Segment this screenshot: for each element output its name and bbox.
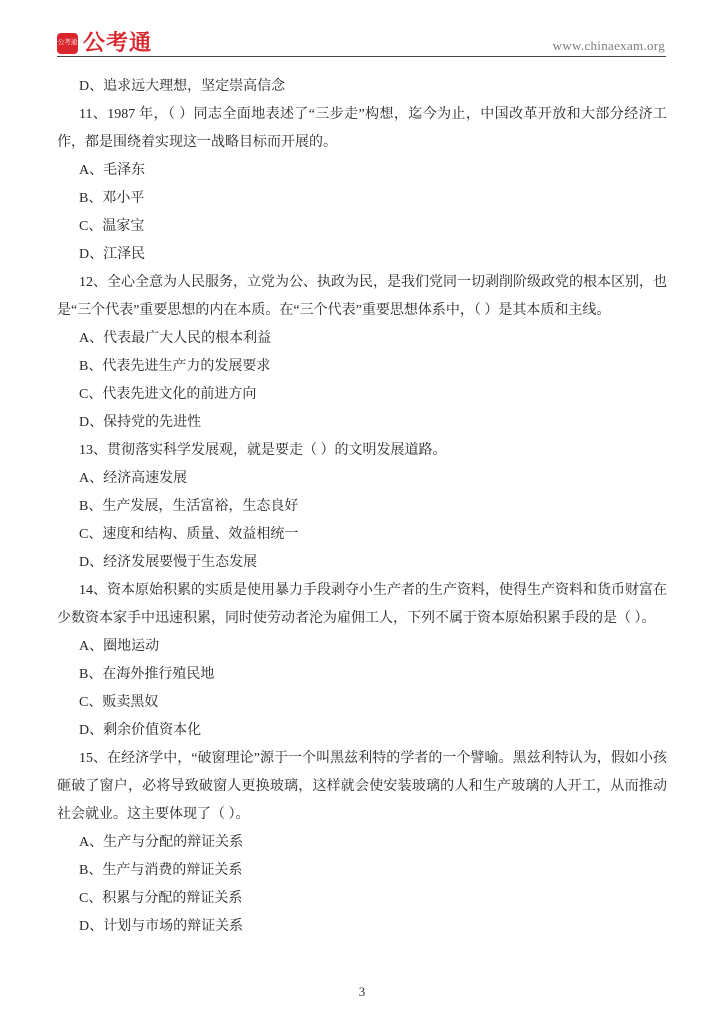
question-block-15 — [57, 745, 667, 941]
option-line: D、经济发展要慢于生态发展 — [79, 555, 258, 570]
question-stem: 11、1987 年，（ ）同志全面地表述了“三步走”构想，迄今为止，中国改革开放和大部分经济工作，都是围绕着实现这一战略目标而开展的。 — [57, 107, 667, 150]
question-stem: 14、资本原始积累的实质是使用暴力手段剥夺小生产者的生产资料，使得生产资料和货币财富在少数资本家手中迅速积累，同时使劳动者沦为雇佣工人，下列不属于资本原始积累手段的是（ ）。 — [57, 583, 667, 626]
question-block-13 — [57, 437, 667, 577]
option-line: C、速度和结构、质量、效益相统一 — [79, 527, 299, 542]
option-line: D、追求远大理想，坚定崇高信念 — [79, 79, 286, 94]
question-block-11 — [57, 101, 667, 269]
option-line: D、计划与市场的辩证关系 — [79, 919, 244, 934]
option-line: A、毛泽东 — [79, 163, 146, 178]
logo-icon — [57, 33, 78, 54]
option-line: B、在海外推行殖民地 — [79, 667, 215, 682]
option-line: D、江泽民 — [79, 247, 146, 262]
option-line: B、生产发展，生活富裕，生态良好 — [79, 499, 299, 514]
option-line: C、代表先进文化的前进方向 — [79, 387, 257, 402]
logo-icon-text: 公考通 — [57, 38, 78, 46]
brand-logo — [57, 32, 152, 54]
question-block-14 — [57, 577, 667, 745]
page-footer — [0, 984, 724, 1000]
option-line: B、代表先进生产力的发展要求 — [79, 359, 271, 374]
header-divider — [57, 56, 666, 57]
option-line: D、剩余价值资本化 — [79, 723, 202, 738]
option-line: A、代表最广大人民的根本利益 — [79, 331, 272, 346]
option-line: A、生产与分配的辩证关系 — [79, 835, 244, 850]
question-stem: 12、全心全意为人民服务，立党为公、执政为民，是我们党同一切剥削阶级政党的根本区别，也是“三个代表”重要思想的内在本质。在“三个代表”重要思想体系中，（ ）是其本质和主线。 — [57, 275, 667, 318]
website-link[interactable]: www.chinaexam.org — [552, 38, 665, 53]
question-stem: 13、贯彻落实科学发展观，就是要走（ ）的文明发展道路。 — [79, 443, 447, 458]
option-line: C、温家宝 — [79, 219, 145, 234]
option-line: B、生产与消费的辩证关系 — [79, 863, 243, 878]
option-line: C、积累与分配的辩证关系 — [79, 891, 243, 906]
option-line: A、圈地运动 — [79, 639, 160, 654]
question-block-12 — [57, 269, 667, 437]
option-line: D、保持党的先进性 — [79, 415, 202, 430]
page-number: 3 — [358, 984, 366, 999]
exam-content — [57, 73, 667, 941]
option-line: A、经济高速发展 — [79, 471, 188, 486]
option-line: B、邓小平 — [79, 191, 145, 206]
logo-text: 公考通 — [83, 30, 153, 55]
question-stem: 15、在经济学中，“破窗理论”源于一个叫黑兹利特的学者的一个譬喻。黑兹利特认为，假如小孩砸破了窗户，必将导致破窗人更换玻璃，这样就会使安装玻璃的人和生产玻璃的人开工，从而推动社会就业。这主要体现了（ ）。 — [57, 751, 667, 822]
option-line: C、贩卖黑奴 — [79, 695, 159, 710]
